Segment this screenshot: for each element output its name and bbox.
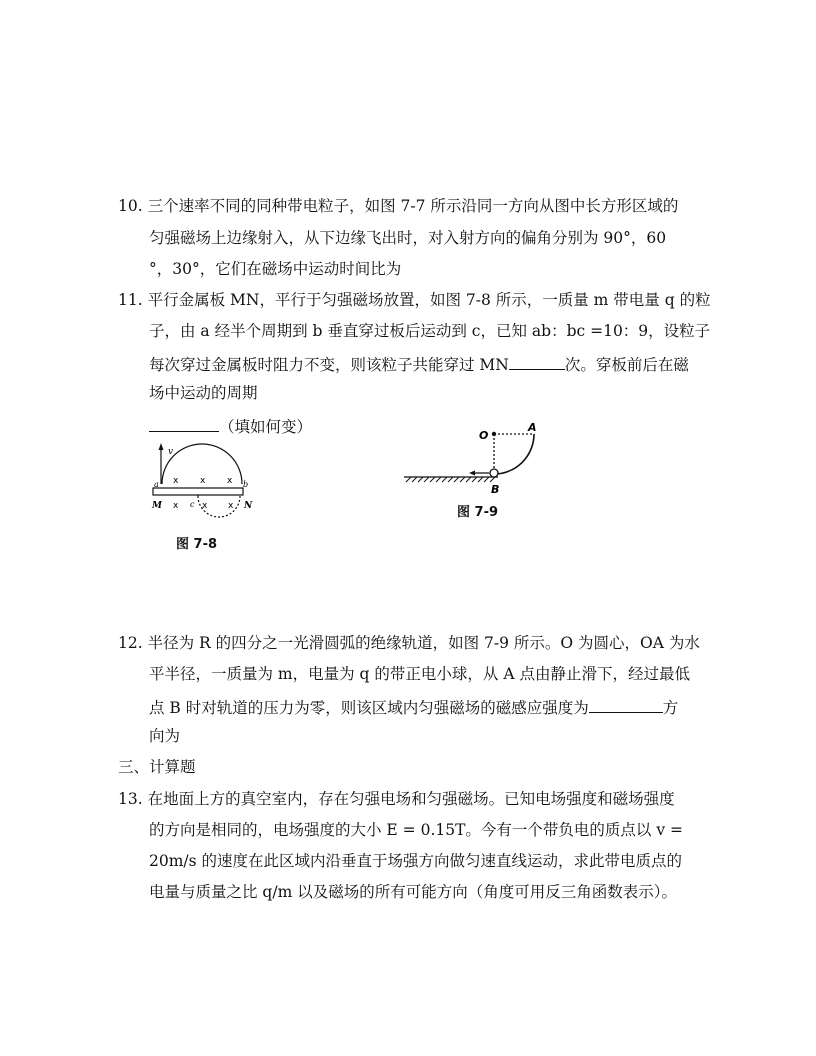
q11-line-3 xyxy=(149,355,689,374)
q11-line-5-text: （填如何变） xyxy=(219,418,313,436)
q13-line-4: 电量与质量之比 q/m 以及磁场的所有可能方向（角度可用反三角函数表示）。 xyxy=(149,883,677,901)
q12-line-4: 向为 xyxy=(149,727,181,745)
field-mark: x xyxy=(173,476,179,486)
q11-line-2: 子，由 a 经半个周期到 b 垂直穿过板后运动到 c，已知 ab：bc =10：9，设粒子 xyxy=(149,322,711,340)
label-a: A xyxy=(528,421,537,434)
q11-line-1: 11. 平行金属板 MN，平行于匀强磁场放置，如图 7-8 所示，一质量 m 带电量 q 的粒 xyxy=(118,291,711,309)
q12-answer-blank-b xyxy=(589,698,663,713)
figure-7-8 xyxy=(140,440,260,522)
q12-line-3-text-a: 点 B 时对轨道的压力为零，则该区域内匀强磁场的磁感应强度为 xyxy=(149,699,589,717)
field-mark: x xyxy=(173,501,179,511)
q11-line-3-text-a: 每次穿过金属板时阻力不变，则该粒子共能穿过 MN xyxy=(149,356,509,374)
q12-line-1: 12. 半径为 R 的四分之一光滑圆弧的绝缘轨道，如图 7-9 所示。O 为圆心，OA 为水 xyxy=(118,634,700,652)
label-v: v xyxy=(168,447,174,457)
label-m: M xyxy=(152,501,162,511)
label-b: B xyxy=(491,483,500,496)
label-b: b xyxy=(243,480,249,489)
arc-track xyxy=(494,434,534,474)
q11-answer-blank-period xyxy=(149,417,219,432)
field-mark: x xyxy=(228,501,234,511)
q11-line-3-text-b: 次。穿板前后在磁 xyxy=(564,356,689,374)
ball xyxy=(490,469,498,477)
figure-7-9-caption: 图 7-9 xyxy=(457,505,499,520)
q11-line-5 xyxy=(149,417,312,436)
ground-hatching xyxy=(406,477,495,482)
label-n: N xyxy=(244,501,253,511)
velocity-arrowhead-b xyxy=(469,471,475,476)
velocity-arrowhead xyxy=(159,443,164,450)
label-a: a xyxy=(154,480,159,489)
q12-line-3 xyxy=(149,698,678,717)
q10-line-1: 10. 三个速率不同的同种带电粒子，如图 7-7 所示沿同一方向从图中长方形区域的 xyxy=(118,197,679,215)
q13-line-3: 20m/s 的速度在此区域内沿垂直于场强方向做匀速直线运动，求此带电质点的 xyxy=(149,852,683,870)
section-heading: 三、计算题 xyxy=(118,758,196,776)
metal-plate-mn xyxy=(153,488,243,495)
q12-line-3-text-b: 方 xyxy=(662,699,679,717)
field-mark: x xyxy=(227,476,233,486)
label-o: O xyxy=(479,429,489,442)
field-mark: x xyxy=(202,501,208,511)
label-c: c xyxy=(190,500,195,509)
q12-line-2: 平半径，一质量为 m，电量为 q 的带正电小球，从 A 点由静止滑下，经过最低 xyxy=(149,665,690,683)
q10-line-3: °，30°，它们在磁场中运动时间比为 xyxy=(149,260,402,278)
center-point-o xyxy=(492,432,496,436)
q11-answer-blank-times xyxy=(509,355,565,370)
q13-line-1: 13. 在地面上方的真空室内，存在匀强电场和匀强磁场。已知电场强度和磁场强度 xyxy=(118,790,675,808)
q11-line-4: 场中运动的周期 xyxy=(149,384,258,402)
field-mark: x xyxy=(200,476,206,486)
q13-line-2: 的方向是相同的，电场强度的大小 E = 0.15T。今有一个带负电的质点以 v = xyxy=(149,821,684,839)
figure-7-8-caption: 图 7-8 xyxy=(176,537,218,552)
figure-7-9 xyxy=(400,418,560,498)
q10-line-2: 匀强磁场上边缘射入，从下边缘飞出时，对入射方向的偏角分别为 90°，60 xyxy=(149,229,667,247)
